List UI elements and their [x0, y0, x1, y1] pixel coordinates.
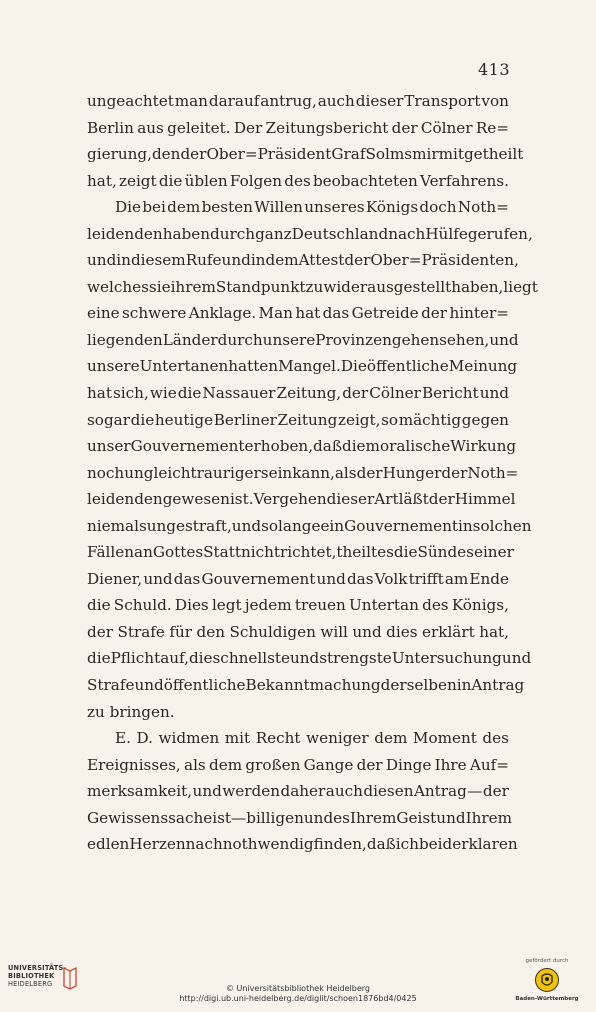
word: Ober=Präsidenten,: [370, 251, 519, 270]
word: Noth=: [457, 198, 509, 217]
word: die: [158, 171, 183, 190]
word: ist: [212, 808, 232, 827]
word: schwere: [122, 304, 187, 323]
word: —: [467, 782, 483, 801]
word: Gewissenssache: [87, 808, 213, 827]
word: das: [322, 304, 350, 323]
word: —: [231, 808, 247, 827]
word: und: [143, 569, 173, 588]
word: Man: [258, 304, 293, 323]
word: auch: [325, 782, 363, 801]
word: erklärt: [422, 622, 475, 641]
text-line: zu bringen.: [87, 702, 175, 721]
word: der: [180, 145, 207, 164]
word: hat,: [87, 171, 117, 190]
word: der: [421, 304, 448, 323]
body-text: [87, 88, 538, 858]
word: und: [289, 649, 320, 668]
word: in: [458, 516, 473, 535]
word: sein: [260, 463, 293, 482]
word: es: [333, 808, 350, 827]
word: der: [356, 755, 383, 774]
word: die: [188, 649, 213, 668]
word: billigen: [246, 808, 304, 827]
word: der: [356, 463, 383, 482]
word: das: [346, 569, 374, 588]
text-line: [87, 327, 519, 354]
word: Himmel: [454, 490, 516, 509]
word: ein: [320, 516, 345, 535]
word: Gottes: [152, 543, 204, 562]
word: Deutschland: [291, 224, 389, 243]
text-line: [87, 752, 509, 779]
word: am: [444, 569, 469, 588]
word: richtet,: [279, 543, 337, 562]
word: Dies: [174, 596, 209, 615]
word: Nassauer: [202, 384, 276, 403]
word: seiner: [466, 543, 514, 562]
word: den: [151, 145, 181, 164]
word: Verfahrens.: [420, 171, 509, 190]
text-line: [87, 805, 513, 832]
word: und: [231, 516, 262, 535]
word: Ihrem: [465, 808, 513, 827]
word: ganz: [255, 224, 292, 243]
word: jedem: [244, 596, 292, 615]
text-line: [87, 353, 518, 380]
word: dem: [374, 729, 408, 748]
word: Gouvernement: [201, 569, 316, 588]
word: großen: [245, 755, 301, 774]
word: und: [87, 251, 117, 270]
word: Untertanen: [139, 357, 229, 376]
copyright-text: © Universitätsbibliothek Heidelberg: [225, 984, 370, 993]
word: Solms: [365, 145, 413, 164]
word: gegen: [461, 410, 509, 429]
word: Hülfe: [425, 224, 468, 243]
word: gerufen,: [467, 224, 533, 243]
word: gehen: [391, 330, 440, 349]
text-line: [87, 221, 533, 248]
word: die: [393, 543, 418, 562]
word: geleitet.: [167, 118, 231, 137]
word: Standpunkt: [215, 277, 306, 296]
funder-name: Baden-Württemberg: [515, 996, 579, 1002]
word: Graf: [331, 145, 366, 164]
word: bei: [142, 198, 166, 217]
word: Zeitung,: [276, 384, 342, 403]
word: noch: [87, 463, 125, 482]
word: theilt: [336, 543, 378, 562]
word: die: [177, 384, 202, 403]
word: daher: [280, 782, 326, 801]
word: der: [344, 251, 371, 270]
word: Ihrem: [349, 808, 397, 827]
word: derselben: [380, 676, 457, 695]
text-line: [87, 725, 509, 752]
word: edlen: [87, 835, 130, 854]
word: E.: [115, 729, 131, 748]
word: nicht: [240, 543, 280, 562]
word: sehen,: [439, 330, 490, 349]
word: zeigt: [118, 171, 157, 190]
text-line: [87, 274, 538, 301]
text-line: [87, 115, 509, 142]
word: Moment: [412, 729, 477, 748]
word: an: [134, 543, 153, 562]
word: der: [441, 463, 468, 482]
word: finden,: [313, 835, 367, 854]
word: die: [341, 437, 366, 456]
word: ungestraft,: [146, 516, 232, 535]
word: unseres: [304, 198, 365, 217]
word: man: [174, 92, 208, 110]
word: werden: [222, 782, 281, 801]
word: gierung,: [87, 145, 152, 164]
word: sie: [148, 277, 171, 296]
word: durch: [217, 330, 263, 349]
word: Vergehen: [253, 490, 327, 509]
word: für: [169, 622, 193, 641]
word: das: [173, 569, 201, 588]
text-line: [87, 645, 532, 672]
word: der: [482, 782, 509, 801]
word: unsere: [262, 330, 316, 349]
library-logo-line2: BIBLIOTHEK: [8, 972, 55, 980]
word: Die: [340, 357, 367, 376]
word: und: [489, 330, 519, 349]
text-line: [87, 168, 509, 195]
word: legt: [211, 596, 242, 615]
word: Art: [374, 490, 399, 509]
word: lange: [278, 516, 321, 535]
word: Ereignisses,: [87, 755, 181, 774]
word: diesen: [363, 782, 414, 801]
word: als: [184, 755, 206, 774]
word: des: [284, 171, 311, 190]
word: des: [422, 596, 449, 615]
word: in: [250, 251, 266, 270]
word: widmen: [158, 729, 220, 748]
word: beobachteten: [312, 171, 418, 190]
word: dem: [208, 755, 243, 774]
word: Hunger: [382, 463, 442, 482]
word: Königs: [365, 198, 419, 217]
word: hat: [87, 384, 112, 403]
word: leidenden: [87, 490, 163, 509]
text-line: [87, 831, 518, 858]
word: sich,: [113, 384, 149, 403]
word: Strafe: [117, 622, 165, 641]
word: und: [134, 676, 164, 695]
word: und: [221, 251, 251, 270]
word: die: [87, 649, 111, 668]
word: und: [352, 622, 382, 641]
word: die: [87, 596, 111, 615]
word: Der: [233, 118, 263, 137]
word: daß: [313, 437, 342, 456]
word: diesem: [130, 251, 186, 270]
word: darauf: [208, 92, 260, 110]
word: Volk: [374, 569, 408, 588]
word: Anklage.: [188, 304, 257, 323]
text-line: [87, 619, 509, 646]
word: leidenden: [87, 224, 163, 243]
word: mir: [412, 145, 439, 164]
word: hatten: [228, 357, 279, 376]
word: Provinzen: [315, 330, 392, 349]
word: auch: [317, 92, 355, 110]
word: so: [381, 410, 399, 429]
text-line: [87, 672, 525, 699]
word: läßt: [398, 490, 429, 509]
word: Sünde: [417, 543, 467, 562]
text-line: [87, 247, 519, 274]
word: Cölner: [369, 384, 421, 403]
word: Mangel.: [278, 357, 341, 376]
word: daß: [366, 835, 396, 854]
word: zuwider: [305, 277, 368, 296]
word: ausgestellt: [367, 277, 452, 296]
word: und: [316, 569, 346, 588]
word: dieser: [326, 490, 375, 509]
word: hinter=: [449, 304, 509, 323]
word: weniger: [306, 729, 369, 748]
word: ungeachtet: [87, 92, 174, 110]
word: ungleich: [124, 463, 191, 482]
word: unser: [87, 437, 131, 456]
word: öffentliche: [163, 676, 246, 695]
text-line: [87, 380, 509, 407]
word: Gouvernement: [130, 437, 245, 456]
word: in: [456, 676, 472, 695]
word: Ober=Präsident: [206, 145, 332, 164]
word: gewesen: [162, 490, 230, 509]
word: Zeitung: [277, 410, 338, 429]
word: und: [436, 808, 466, 827]
text-line: [87, 539, 514, 566]
word: niemals: [87, 516, 147, 535]
word: in: [116, 251, 131, 270]
word: Auf=: [469, 755, 509, 774]
word: nach: [388, 224, 426, 243]
word: trifft: [408, 569, 444, 588]
credits: [140, 984, 456, 1004]
word: die: [130, 410, 155, 429]
word: öffentliche: [366, 357, 449, 376]
funding-note: [508, 958, 586, 1003]
text-line: [87, 194, 509, 221]
word: erhoben,: [244, 437, 314, 456]
word: von: [481, 92, 509, 110]
word: Diener,: [87, 569, 143, 588]
word: auf,: [160, 649, 189, 668]
word: dem: [265, 251, 299, 270]
word: Die: [115, 198, 142, 217]
word: der: [87, 622, 113, 641]
word: Ende: [469, 569, 509, 588]
word: hat: [295, 304, 321, 323]
word: üblen: [184, 171, 228, 190]
word: der: [442, 835, 469, 854]
word: der: [428, 490, 455, 509]
word: strengste: [319, 649, 392, 668]
text-line: [87, 460, 519, 487]
word: moralische: [365, 437, 451, 456]
word: der: [342, 384, 369, 403]
text-line: [87, 407, 509, 434]
word: Ihre: [434, 755, 467, 774]
text-line: [87, 88, 509, 115]
word: Willen: [254, 198, 303, 217]
word: antrug,: [260, 92, 317, 110]
word: Schuldigen: [229, 622, 316, 641]
word: und: [501, 649, 532, 668]
text-line: [87, 300, 509, 327]
text-line: [87, 592, 509, 619]
word: welches: [87, 277, 149, 296]
word: ich: [395, 835, 419, 854]
word: Getreide: [351, 304, 419, 323]
word: dieser: [355, 92, 404, 110]
word: wie: [149, 384, 177, 403]
word: liegt: [503, 277, 538, 296]
baden-wuerttemberg-crest-icon: [534, 967, 560, 993]
word: Recht: [255, 729, 301, 748]
word: ihrem: [170, 277, 216, 296]
word: doch: [419, 198, 457, 217]
word: will: [320, 622, 348, 641]
word: Berliner: [213, 410, 277, 429]
word: Gouvernement: [344, 516, 459, 535]
word: Bekanntmachung: [245, 676, 381, 695]
word: mitgetheilt: [438, 145, 524, 164]
word: Strafe: [87, 676, 135, 695]
word: so: [261, 516, 279, 535]
word: merksamkeit,: [87, 782, 193, 801]
text-line: [87, 513, 532, 540]
word: Untersuchung: [391, 649, 502, 668]
word: Herzen: [129, 835, 186, 854]
word: besten: [201, 198, 253, 217]
word: Cölner: [420, 118, 473, 137]
text-line: [87, 486, 516, 513]
text-line: [87, 778, 509, 805]
word: haben,: [451, 277, 504, 296]
word: Meinung: [448, 357, 518, 376]
word: Attest: [298, 251, 345, 270]
word: zeigt,: [337, 410, 381, 429]
word: Wirkung: [450, 437, 517, 456]
word: bei: [418, 835, 443, 854]
word: liegenden: [87, 330, 163, 349]
word: nothwendig: [222, 835, 314, 854]
word: durch: [210, 224, 256, 243]
word: Transport: [404, 92, 481, 110]
word: als: [334, 463, 357, 482]
word: hat,: [479, 622, 509, 641]
word: dies: [386, 622, 418, 641]
word: dem: [167, 198, 201, 217]
word: Königs,: [451, 596, 509, 615]
word: sogar: [87, 410, 130, 429]
funded-by-label: gefördert durch: [525, 958, 569, 964]
permalink[interactable]: http://digi.ub.uni-heidelberg.de/diglit/schoen1876bd4/0425: [179, 994, 417, 1003]
word: es: [377, 543, 394, 562]
word: Rufe: [185, 251, 222, 270]
word: ist.: [229, 490, 254, 509]
word: Fällen: [87, 543, 135, 562]
word: und: [303, 808, 334, 827]
word: nach: [185, 835, 223, 854]
text-line: [87, 566, 509, 593]
word: und: [479, 384, 509, 403]
word: Pflicht: [110, 649, 161, 668]
word: heutige: [154, 410, 214, 429]
word: Geist: [396, 808, 437, 827]
word: schnellste: [212, 649, 290, 668]
word: treuen: [294, 596, 346, 615]
word: Untertan: [349, 596, 419, 615]
word: Gange: [303, 755, 354, 774]
word: Noth=: [467, 463, 519, 482]
word: trauriger: [190, 463, 261, 482]
word: Re=: [475, 118, 509, 137]
word: Dinge: [385, 755, 432, 774]
word: Statt: [203, 543, 241, 562]
word: D.: [136, 729, 153, 748]
word: Bericht: [421, 384, 479, 403]
university-library-mark-icon: [62, 966, 78, 990]
word: mächtig: [398, 410, 462, 429]
word: Antrag: [413, 782, 467, 801]
word: Antrag: [471, 676, 525, 695]
word: Folgen: [229, 171, 283, 190]
word: klaren: [468, 835, 518, 854]
word: kann,: [292, 463, 335, 482]
word: haben: [162, 224, 211, 243]
library-logo-line3: HEIDELBERG: [8, 980, 53, 988]
word: Zeitungsbericht: [265, 118, 389, 137]
library-logo-line1: UNIVERSITÄTS-: [8, 964, 67, 972]
text-line: [87, 141, 524, 168]
word: Länder: [162, 330, 218, 349]
footer: [0, 952, 596, 1012]
word: unsere: [87, 357, 140, 376]
word: und: [192, 782, 222, 801]
text-line: [87, 433, 517, 460]
word: Berlin: [87, 118, 134, 137]
word: aus: [137, 118, 164, 137]
word: Schuld.: [113, 596, 172, 615]
word: eine: [87, 304, 120, 323]
page-number: 413: [477, 60, 510, 79]
word: des: [482, 729, 509, 748]
word: der: [391, 118, 418, 137]
word: mit: [224, 729, 251, 748]
word: solchen: [472, 516, 532, 535]
word: den: [196, 622, 225, 641]
